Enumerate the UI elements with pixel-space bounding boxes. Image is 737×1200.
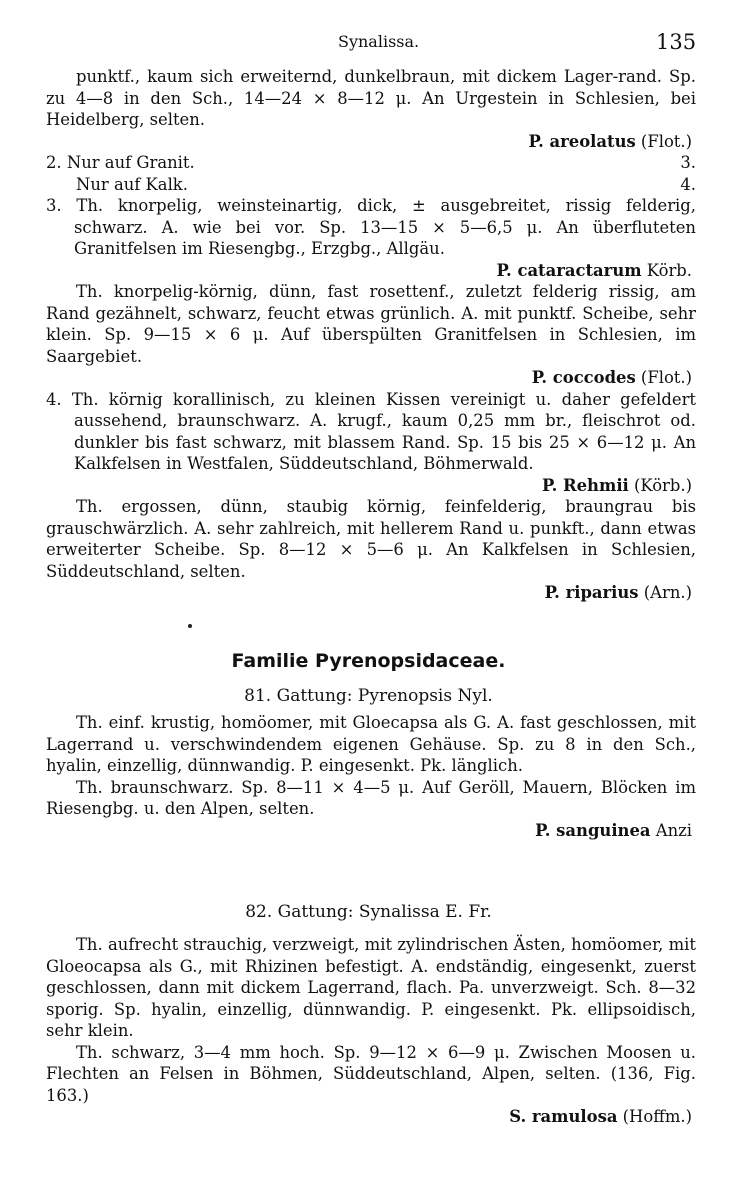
key-couplet-3b: Th. knorpelig-körnig, dünn, fast rosettenf., zuletzt felderig rissig, am Rand gezähnelt, schwarz, feucht etwas grünlich. A. mit punktf. Scheibe, sehr klein. Sp. 9—15 × 6 μ. Auf überspülten Granitfelsen in Schlesien, im Saargebiet.	[46, 282, 696, 366]
species-sanguinea: P. sanguinea Anzi	[535, 820, 692, 840]
key-section	[46, 66, 696, 604]
species-binomial: S. ramulosa	[509, 1107, 618, 1126]
species-binomial: P. riparius	[544, 583, 639, 602]
page-header	[0, 28, 737, 58]
genus-82-section	[46, 934, 696, 1128]
species-binomial: P. Rehmii	[541, 475, 629, 495]
page-number: 135	[656, 30, 697, 54]
key-couplet-2-text: 2. Nur auf Granit.	[46, 153, 195, 172]
running-title: Synalissa.	[338, 32, 420, 51]
species-areolatus: P. areolatus (Flot.)	[528, 131, 692, 151]
species-binomial: P. sanguinea	[535, 820, 651, 840]
genus-82-title: 82. Gattung: Synalissa E. Fr.	[245, 902, 492, 922]
genus-82-description: Th. aufrecht strauchig, verzweigt, mit zylindrischen Ästen, homöomer, mit Gloeocapsa als G., mit Rhizinen befestigt. A. endständig, eingesenkt, zuerst geschlossen, dann mit dickem Lagerrand, flach. Pa. unverzweigt. Sch. 8—32 sporig. Sp. hyalin, einzellig, dünnwandig. P. eingesenkt. Pk. ellipsoidisch, sehr klein.	[46, 935, 696, 1040]
key-couplet-4b: Th. ergossen, dünn, staubig körnig, feinfelderig, braungrau bis grauschwärzlich. A. sehr zahlreich, mit hellerem Rand u. punkft., dann etwas erweiterter Scheibe. Sp. 8—12 × 5—6 μ. An Kalkfelsen in Schlesien, Süddeutschland, selten.	[46, 497, 696, 581]
species-ramulosa: S. ramulosa (Hoffm.)	[509, 1107, 692, 1126]
species-riparius: P. riparius (Arn.)	[544, 583, 692, 602]
key-couplet-4: 4. Th. körnig korallinisch, zu kleinen Kissen vereinigt u. daher gefeldert aussehend, braunschwarz. A. krugf., kaum 0,25 mm br., fleischrot od. dunkler bis fast schwarz, mit blassem Rand. Sp. 15 bis 25 × 6—12 μ. An Kalkfelsen in Westfalen, Süddeutschland, Böhmerwald.	[46, 389, 696, 473]
key-couplet-3: 3. Th. knorpelig, weinsteinartig, dick, ± ausgebreitet, rissig felderig, schwarz. A. wie bei vor. Sp. 13—15 × 5—6,5 μ. An überfluteten Granitfelsen im Riesengbg., Erzgbg., Allgäu.	[46, 196, 696, 258]
species-coccodes: P. coccodes (Flot.)	[531, 368, 692, 387]
key-couplet-2-lead: 3.	[680, 153, 696, 172]
key-entry-1-text: punktf., kaum sich erweiternd, dunkelbraun, mit dickem Lager-rand. Sp. zu 4—8 in den Sch., 14—24 × 8—12 μ. An Urgestein in Schlesien, bei Heidelberg, selten.	[46, 67, 696, 129]
species-binomial: P. cataractarum	[496, 260, 642, 280]
species-rehmii: P. Rehmii (Körb.)	[541, 475, 692, 495]
genus-81-title: 81. Gattung: Pyrenopsis Nyl.	[244, 686, 493, 706]
species-binomial: P. coccodes	[531, 368, 636, 387]
key-couplet-2b-lead: 4.	[680, 174, 696, 194]
species-cataractarum: P. cataractarum Körb.	[496, 260, 692, 280]
stray-dot	[188, 624, 192, 628]
family-heading: Familie Pyrenopsidaceae.	[231, 650, 506, 672]
species-binomial: P. areolatus	[528, 131, 636, 151]
genus-81-species-text: Th. braunschwarz. Sp. 8—11 × 4—5 μ. Auf Geröll, Mauern, Blöcken im Riesengbg. u. den Alpen, selten.	[46, 777, 696, 818]
key-couplet-2	[46, 152, 696, 174]
genus-82-species-text: Th. schwarz, 3—4 mm hoch. Sp. 9—12 × 6—9 μ. Zwischen Moosen u. Flechten an Felsen in Böhmen, Süddeutschland, Alpen, selten. (136, Fig. 163.)	[46, 1042, 696, 1105]
key-couplet-2b	[46, 174, 696, 196]
genus-81-description: Th. einf. krustig, homöomer, mit Gloecapsa als G. A. fast geschlossen, mit Lagerrand u. verschwindendem eigenen Gehäuse. Sp. zu 8 in den Sch., hyalin, einzellig, dünnwandig. P. eingesenkt. Pk. länglich.	[46, 713, 696, 775]
genus-81-section	[46, 712, 696, 841]
key-couplet-2b-text: Nur auf Kalk.	[76, 174, 188, 194]
